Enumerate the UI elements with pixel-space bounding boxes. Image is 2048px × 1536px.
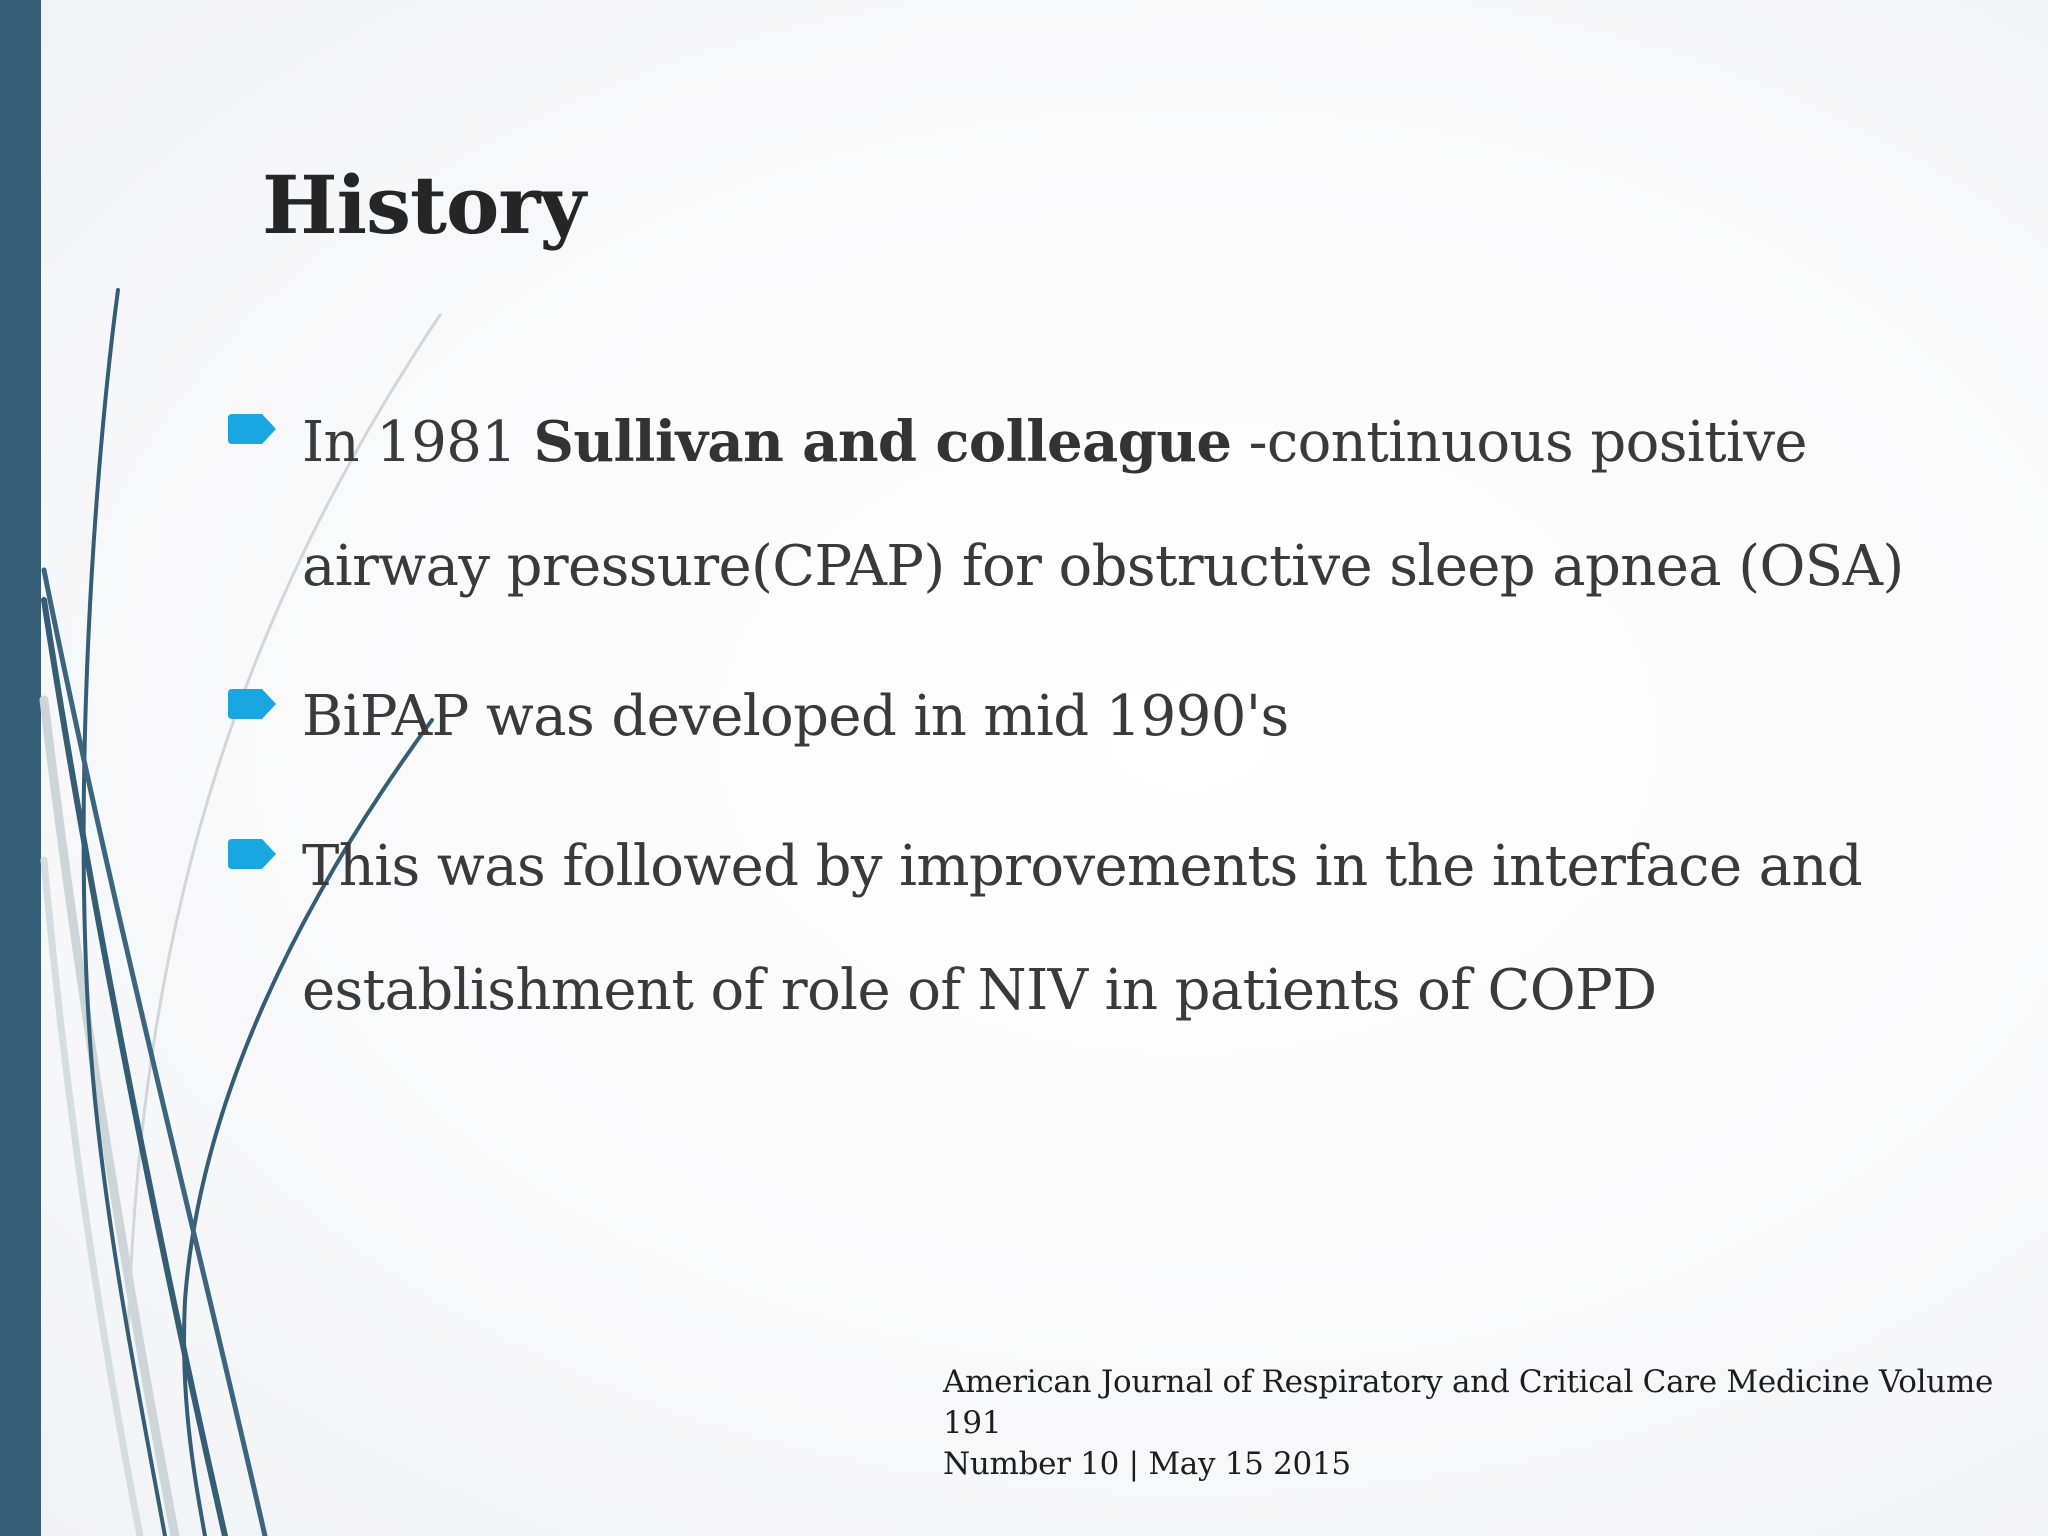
bullet-item-3 [302,805,1992,1053]
bullet-item-1 [302,380,1992,629]
arrow-bullet-icon [228,414,276,444]
swoosh-dark-2 [44,600,225,1536]
bullet-text: This was followed by improvements in the interface and establishment of role of NIV in patients of COPD [302,834,1863,1023]
bullet-text-prefix: In 1981 [302,410,534,475]
bullet-list [302,380,1992,1079]
arrow-bullet-icon [228,689,276,719]
bullet-text: BiPAP was developed in mid 1990's [302,684,1289,749]
slide-title: History [262,158,585,252]
arrow-bullet-icon [228,839,276,869]
citation [943,1362,2023,1485]
swoosh-light-2 [44,860,140,1536]
bullet-text-bold: Sullivan and colleague [533,409,1232,475]
swoosh-light-1 [44,700,175,1536]
citation-line-1: American Journal of Respiratory and Critical Care Medicine Volume 191 [943,1364,1993,1441]
bullet-item-2 [302,655,1992,779]
citation-line-2: Number 10 | May 15 2015 [943,1446,1351,1482]
bullet-text-suffix: -continuous positive airway pressure(CPAP) for obstructive sleep apnea (OSA) [302,410,1904,599]
